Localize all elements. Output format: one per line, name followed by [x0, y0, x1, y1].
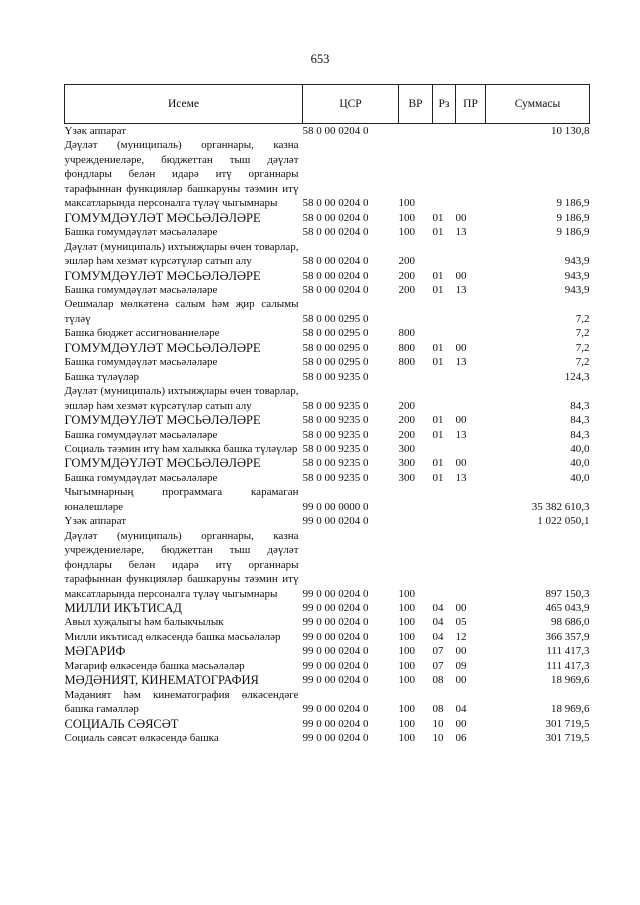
header-row — [65, 85, 590, 124]
cell-name: Башка бюджет ассигнованиеләре — [64, 327, 220, 340]
cell-pr — [456, 485, 486, 514]
table-row — [65, 456, 590, 470]
table-row — [65, 630, 590, 644]
cell-csr: 58 0 00 9235 0 — [302, 442, 369, 455]
cell-name: Башка гомумдәүләт мәсьәләләре — [64, 283, 218, 296]
cell-pr: 00 — [455, 645, 467, 658]
cell-vr: 800 — [398, 341, 415, 354]
cell-vr: 200 — [398, 269, 415, 282]
cell-csr: 58 0 00 0204 0 — [302, 255, 369, 268]
header-vr: ВР — [399, 85, 433, 124]
cell-csr: 58 0 00 0295 0 — [302, 341, 369, 354]
table-row — [65, 529, 590, 601]
cell-rz — [433, 297, 456, 326]
cell-csr: 99 0 00 0204 0 — [302, 703, 369, 716]
cell-csr: 99 0 00 0204 0 — [302, 616, 369, 629]
cell-pr: 13 — [455, 226, 467, 239]
cell-name: Үзәк аппарат — [64, 125, 127, 137]
table-row — [65, 659, 590, 673]
cell-pr — [456, 240, 486, 269]
cell-csr: 99 0 00 0204 0 — [302, 601, 369, 614]
cell-sum: 943,9 — [564, 283, 590, 296]
cell-csr: 99 0 00 0000 0 — [302, 500, 369, 513]
cell-vr: 100 — [398, 601, 415, 614]
cell-pr: 13 — [455, 283, 467, 296]
cell-vr: 100 — [398, 717, 415, 730]
cell-csr: 99 0 00 0204 0 — [302, 515, 369, 528]
cell-name: ГОМУМДӘҮЛӘТ МӘСЬӘЛӘЛӘРЕ — [64, 210, 261, 225]
cell-sum: 897 150,3 — [545, 587, 590, 600]
cell-pr: 00 — [455, 457, 467, 470]
cell-name: Башка гомумдәүләт мәсьәләләре — [64, 428, 218, 441]
cell-rz: 04 — [432, 601, 444, 614]
table-row — [65, 442, 590, 456]
cell-csr: 58 0 00 0204 0 — [302, 197, 369, 210]
cell-sum: 84,3 — [570, 428, 590, 441]
cell-sum: 943,9 — [564, 255, 590, 268]
cell-sum: 40,0 — [570, 471, 590, 484]
cell-sum: 18 969,6 — [551, 703, 590, 716]
cell-rz: 01 — [432, 283, 444, 296]
cell-sum: 98 686,0 — [551, 616, 590, 629]
cell-sum: 10 130,8 — [551, 125, 590, 137]
cell-vr — [399, 370, 433, 384]
cell-vr: 100 — [398, 732, 415, 745]
cell-vr: 100 — [398, 645, 415, 658]
table-row — [65, 370, 590, 384]
table-row — [65, 673, 590, 687]
table-row — [65, 644, 590, 658]
table-row — [65, 225, 590, 239]
table-row — [65, 601, 590, 615]
cell-name: МӘДӘНИЯТ, КИНЕМАТОГРАФИЯ — [64, 673, 259, 688]
cell-name: СОЦИАЛЬ СӘЯСӘТ — [64, 716, 179, 731]
cell-csr: 58 0 00 9235 0 — [302, 414, 369, 427]
cell-pr: 09 — [455, 659, 467, 672]
cell-pr: 13 — [455, 428, 467, 441]
cell-name: МИЛЛИ ИКЪТИСАД — [64, 600, 182, 615]
cell-vr: 200 — [398, 414, 415, 427]
cell-name: Мәдәният һәм кинематография өлкәсендәге башка гамәлләр — [64, 688, 299, 716]
table-row — [65, 355, 590, 369]
cell-sum: 35 382 610,3 — [531, 500, 590, 513]
cell-sum: 111 417,3 — [546, 659, 590, 672]
cell-pr: 12 — [455, 630, 467, 643]
cell-vr: 100 — [398, 616, 415, 629]
cell-csr: 58 0 00 0204 0 — [302, 283, 369, 296]
cell-name: Башка гомумдәүләт мәсьәләләре — [64, 471, 218, 484]
cell-pr: 05 — [455, 616, 467, 629]
cell-sum: 84,3 — [570, 399, 590, 412]
table-row — [65, 413, 590, 427]
cell-name: Социаль сәясәт өлкәсендә башка — [64, 732, 219, 745]
table-row — [65, 514, 590, 528]
cell-vr — [399, 514, 433, 528]
cell-rz: 10 — [432, 717, 444, 730]
cell-csr: 58 0 00 9235 0 — [302, 399, 369, 412]
cell-csr: 99 0 00 0204 0 — [302, 630, 369, 643]
cell-rz — [433, 384, 456, 413]
cell-sum: 111 417,3 — [546, 645, 590, 658]
cell-vr — [399, 124, 433, 139]
header-csr: ЦСР — [303, 85, 399, 124]
cell-name: Милли икътисад өлкәсендә башка мәсьәләләр — [64, 630, 281, 643]
cell-rz: 01 — [432, 341, 444, 354]
cell-name: Үзәк аппарат — [64, 515, 127, 528]
cell-name: Башка гомумдәүләт мәсьәләләре — [64, 356, 218, 369]
cell-csr: 99 0 00 0204 0 — [302, 732, 369, 745]
cell-csr: 99 0 00 0204 0 — [302, 717, 369, 730]
cell-sum: 366 357,9 — [545, 630, 590, 643]
cell-name: ГОМУМДӘҮЛӘТ МӘСЬӘЛӘЛӘРЕ — [64, 340, 261, 355]
cell-vr: 100 — [398, 703, 415, 716]
cell-pr — [456, 529, 486, 601]
cell-pr: 06 — [455, 732, 467, 745]
cell-name: Социаль тәэмин итү һәм халыкка башка түләүләр — [64, 442, 298, 455]
cell-pr: 00 — [455, 211, 467, 224]
table-row — [65, 471, 590, 485]
cell-sum: 40,0 — [570, 442, 590, 455]
cell-sum: 7,2 — [575, 312, 590, 325]
cell-sum: 301 719,5 — [545, 717, 590, 730]
cell-csr: 58 0 00 0204 0 — [302, 269, 369, 282]
cell-pr — [456, 326, 486, 340]
cell-vr: 100 — [398, 211, 415, 224]
cell-rz — [433, 529, 456, 601]
cell-rz: 08 — [432, 703, 444, 716]
cell-rz: 01 — [432, 211, 444, 224]
cell-name: Дәүләт (муниципаль) ихтыяҗлары өчен товарлар, эшләр һәм хезмәт күрсәтүләр сатып алу — [64, 385, 299, 412]
table-row — [65, 717, 590, 731]
cell-vr: 200 — [398, 283, 415, 296]
header-name: Исеме — [65, 85, 303, 124]
table-row — [65, 240, 590, 269]
cell-vr: 300 — [398, 442, 415, 455]
cell-vr: 200 — [398, 255, 415, 268]
cell-pr: 04 — [455, 703, 467, 716]
header-pr: ПР — [456, 85, 486, 124]
cell-vr: 300 — [398, 471, 415, 484]
cell-pr — [456, 384, 486, 413]
cell-rz: 04 — [432, 630, 444, 643]
cell-pr: 00 — [455, 269, 467, 282]
cell-sum: 84,3 — [570, 414, 590, 427]
cell-pr — [456, 370, 486, 384]
cell-name: Дәүләт (муниципаль) ихтыяҗлары өчен товарлар, эшләр һәм хезмәт күрсәтүләр сатып алу — [64, 240, 299, 268]
cell-rz: 01 — [432, 457, 444, 470]
cell-vr — [399, 485, 433, 514]
page-number: 653 — [310, 52, 330, 66]
table-row — [65, 341, 590, 355]
cell-vr: 800 — [398, 327, 415, 340]
cell-csr: 58 0 00 9235 0 — [302, 471, 369, 484]
cell-csr: 99 0 00 0204 0 — [302, 587, 369, 600]
cell-rz — [433, 240, 456, 269]
cell-pr — [456, 442, 486, 456]
cell-rz: 08 — [432, 674, 444, 687]
table-row — [65, 485, 590, 514]
table-row — [65, 688, 590, 717]
cell-rz — [433, 326, 456, 340]
table-row — [65, 283, 590, 297]
table-row — [65, 615, 590, 629]
cell-vr — [399, 297, 433, 326]
cell-pr: 00 — [455, 674, 467, 687]
cell-name: ГОМУМДӘҮЛӘТ МӘСЬӘЛӘЛӘРЕ — [64, 456, 261, 471]
cell-sum: 1 022 050,1 — [537, 515, 590, 528]
cell-pr: 13 — [455, 471, 467, 484]
cell-rz: 01 — [432, 226, 444, 239]
cell-name: Оешмалар мөлкәтенә салым һәм җир салымы түләү — [64, 298, 299, 325]
cell-vr: 100 — [398, 226, 415, 239]
table-row — [65, 326, 590, 340]
cell-csr: 58 0 00 9235 0 — [302, 428, 369, 441]
table-row — [65, 731, 590, 745]
cell-csr: 58 0 00 0295 0 — [302, 356, 369, 369]
cell-sum: 9 186,9 — [556, 197, 590, 210]
cell-pr: 00 — [455, 717, 467, 730]
cell-vr: 100 — [398, 197, 415, 210]
cell-csr: 58 0 00 0204 0 — [302, 211, 369, 224]
cell-sum: 9 186,9 — [556, 226, 590, 239]
cell-pr: 00 — [455, 414, 467, 427]
cell-pr: 00 — [455, 601, 467, 614]
table-row — [65, 211, 590, 225]
cell-rz: 07 — [432, 659, 444, 672]
header-rz: Рз — [433, 85, 456, 124]
cell-vr: 100 — [398, 659, 415, 672]
cell-rz: 01 — [432, 471, 444, 484]
table-row — [65, 138, 590, 210]
cell-rz — [433, 370, 456, 384]
cell-rz: 07 — [432, 645, 444, 658]
table-body — [65, 124, 590, 746]
cell-name: Башка түләүләр — [64, 370, 140, 383]
cell-csr: 58 0 00 0204 0 — [302, 125, 369, 137]
cell-vr: 800 — [398, 356, 415, 369]
cell-rz: 01 — [432, 428, 444, 441]
cell-sum: 465 043,9 — [545, 601, 590, 614]
cell-vr: 100 — [398, 587, 415, 600]
cell-name: Чыгымнарның программага карамаган юнәлешләре — [64, 486, 299, 513]
cell-pr — [456, 297, 486, 326]
cell-rz: 10 — [432, 732, 444, 745]
table-row — [65, 297, 590, 326]
budget-table — [64, 84, 590, 745]
cell-pr — [456, 514, 486, 528]
cell-pr — [456, 124, 486, 139]
cell-csr: 58 0 00 9235 0 — [302, 457, 369, 470]
cell-sum: 7,2 — [575, 341, 590, 354]
cell-rz: 01 — [432, 414, 444, 427]
cell-name: Дәүләт (муниципаль) органнары, казна учреждениеләре, бюджеттан тыш дәүләт фондлары белән идарә итү органнары тарафыннан функцияләр башкаруны тәэмин итү максатларында персоналга түләү чыгымнары — [64, 529, 299, 600]
cell-vr: 100 — [398, 630, 415, 643]
cell-name: Башка гомумдәүләт мәсьәләләре — [64, 226, 218, 239]
cell-vr: 200 — [398, 428, 415, 441]
table-row — [65, 384, 590, 413]
cell-sum: 7,2 — [575, 356, 590, 369]
cell-vr: 200 — [398, 399, 415, 412]
cell-sum: 943,9 — [564, 269, 590, 282]
cell-rz: 01 — [432, 269, 444, 282]
cell-name: МӘГАРИФ — [64, 644, 126, 659]
cell-name: ГОМУМДӘҮЛӘТ МӘСЬӘЛӘЛӘРЕ — [64, 413, 261, 428]
cell-rz: 04 — [432, 616, 444, 629]
cell-csr: 58 0 00 0295 0 — [302, 312, 369, 325]
cell-rz: 01 — [432, 356, 444, 369]
cell-name: ГОМУМДӘҮЛӘТ МӘСЬӘЛӘЛӘРЕ — [64, 268, 261, 283]
cell-name: Дәүләт (муниципаль) органнары, казна учреждениеләре, бюджеттан тыш дәүләт фондлары белән идарә итү органнары тарафыннан функцияләр башкаруны тәэмин итү максатларында персоналга түләү чыгымнары — [64, 139, 299, 210]
cell-name: Авыл хуҗалыгы һәм балыкчылык — [64, 616, 224, 629]
cell-sum: 7,2 — [575, 327, 590, 340]
cell-rz — [433, 485, 456, 514]
cell-sum: 301 719,5 — [545, 732, 590, 745]
table-row — [65, 428, 590, 442]
cell-sum: 9 186,9 — [556, 211, 590, 224]
cell-sum: 18 969,6 — [551, 674, 590, 687]
cell-sum: 124,3 — [564, 370, 590, 383]
header-sum: Суммасы — [486, 85, 590, 124]
cell-rz — [433, 514, 456, 528]
cell-rz — [433, 442, 456, 456]
cell-csr: 99 0 00 0204 0 — [302, 674, 369, 687]
cell-csr: 99 0 00 0204 0 — [302, 659, 369, 672]
cell-vr: 100 — [398, 674, 415, 687]
cell-rz — [433, 124, 456, 139]
cell-rz — [433, 138, 456, 210]
cell-pr: 13 — [455, 356, 467, 369]
cell-csr: 58 0 00 0295 0 — [302, 327, 369, 340]
cell-csr: 58 0 00 9235 0 — [302, 370, 369, 383]
cell-pr — [456, 138, 486, 210]
cell-vr: 300 — [398, 457, 415, 470]
cell-csr: 99 0 00 0204 0 — [302, 645, 369, 658]
cell-name: Мәгариф өлкәсендә башка мәсьәләләр — [64, 659, 245, 672]
cell-sum: 40,0 — [570, 457, 590, 470]
cell-csr: 58 0 00 0204 0 — [302, 226, 369, 239]
table-row — [65, 124, 590, 139]
cell-pr: 00 — [455, 341, 467, 354]
table-row — [65, 269, 590, 283]
